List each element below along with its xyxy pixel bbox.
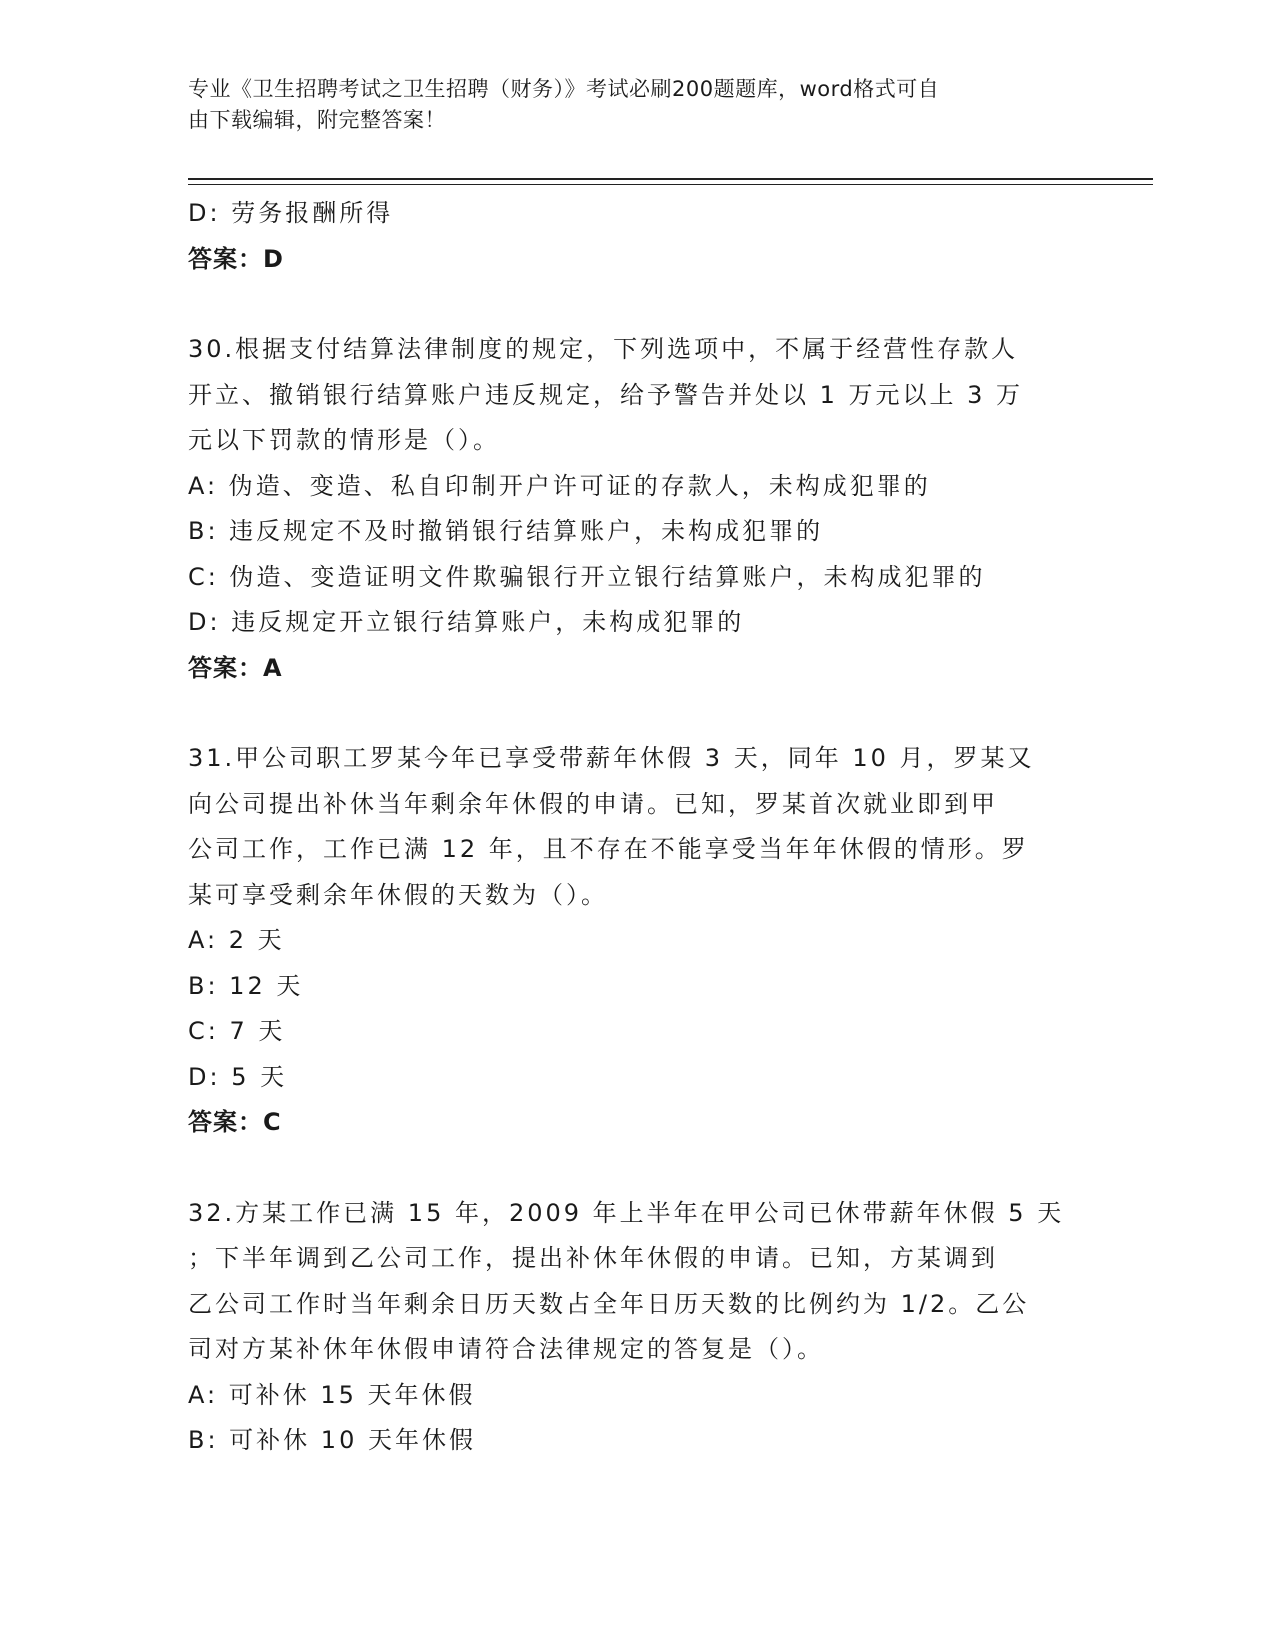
header-line-1: 专业《卫生招聘考试之卫生招聘（财务）》考试必刷200题题库，word格式可自 [188, 77, 940, 101]
stem-line: 某可享受剩余年休假的天数为（）。 [188, 880, 608, 909]
stem-line: 司对方某补休年休假申请符合法律规定的答复是（）。 [188, 1335, 824, 1363]
stem-line: 元以下罚款的情形是（）。 [188, 426, 500, 454]
answer-line: 答案：D [188, 244, 284, 273]
option-d: D: 劳务报酬所得 [188, 199, 394, 227]
question-stem [188, 1191, 1088, 1373]
option-a: A: 伪造、变造、私自印制开户许可证的存款人，未构成犯罪的 [188, 471, 931, 500]
stem-line: 公司工作，工作已满 12 年，且不存在不能享受当年年休假的情形。罗 [188, 835, 1029, 863]
question-31 [188, 736, 1088, 1146]
stem-line: ；下半年调到乙公司工作，提出补休年休假的申请。已知，方某调到 [188, 1244, 998, 1272]
stem-line: 开立、撤销银行结算账户违反规定，给予警告并处以 1 万元以上 3 万 [188, 380, 1024, 409]
option-b: B: 可补休 10 天年休假 [188, 1426, 476, 1454]
option-b: B: 违反规定不及时撤销银行结算账户，未构成犯罪的 [188, 517, 824, 545]
option-d: D: 违反规定开立银行结算账户，未构成犯罪的 [188, 608, 745, 636]
question-30 [188, 327, 1088, 691]
answer-line: 答案：C [188, 1108, 282, 1136]
stem-line: 32.方某工作已满 15 年，2009 年上半年在甲公司已休带薪年休假 5 天 [188, 1198, 1065, 1227]
option-a: A: 可补休 15 天年休假 [188, 1380, 476, 1409]
question-32 [188, 1191, 1088, 1464]
option-d: D: 5 天 [188, 1062, 288, 1091]
answer-line: 答案：A [188, 653, 283, 682]
option-a: A: 2 天 [188, 926, 285, 954]
header-divider-thin [188, 184, 1153, 185]
stem-line: 乙公司工作时当年剩余日历天数占全年日历天数的比例约为 1/2。乙公 [188, 1289, 1030, 1318]
stem-line: 向公司提出补休当年剩余年休假的申请。已知，罗某首次就业即到甲 [188, 789, 998, 818]
header-line-2: 由下载编辑，附完整答案！ [188, 108, 446, 132]
question-content [188, 191, 1088, 1464]
question-stem [188, 736, 1088, 918]
stem-line: 31.甲公司职工罗某今年已享受带薪年休假 3 天，同年 10 月，罗某又 [188, 744, 1035, 772]
question-stem [188, 327, 1088, 464]
document-header [188, 74, 1068, 136]
stem-line: 30.根据支付结算法律制度的规定，下列选项中，不属于经营性存款人 [188, 335, 1019, 363]
option-c: C: 7 天 [188, 1017, 286, 1045]
previous-question-tail [188, 191, 1088, 282]
option-c: C: 伪造、变造证明文件欺骗银行开立银行结算账户，未构成犯罪的 [188, 562, 986, 591]
option-b: B: 12 天 [188, 971, 304, 1000]
header-divider-thick [188, 178, 1153, 180]
